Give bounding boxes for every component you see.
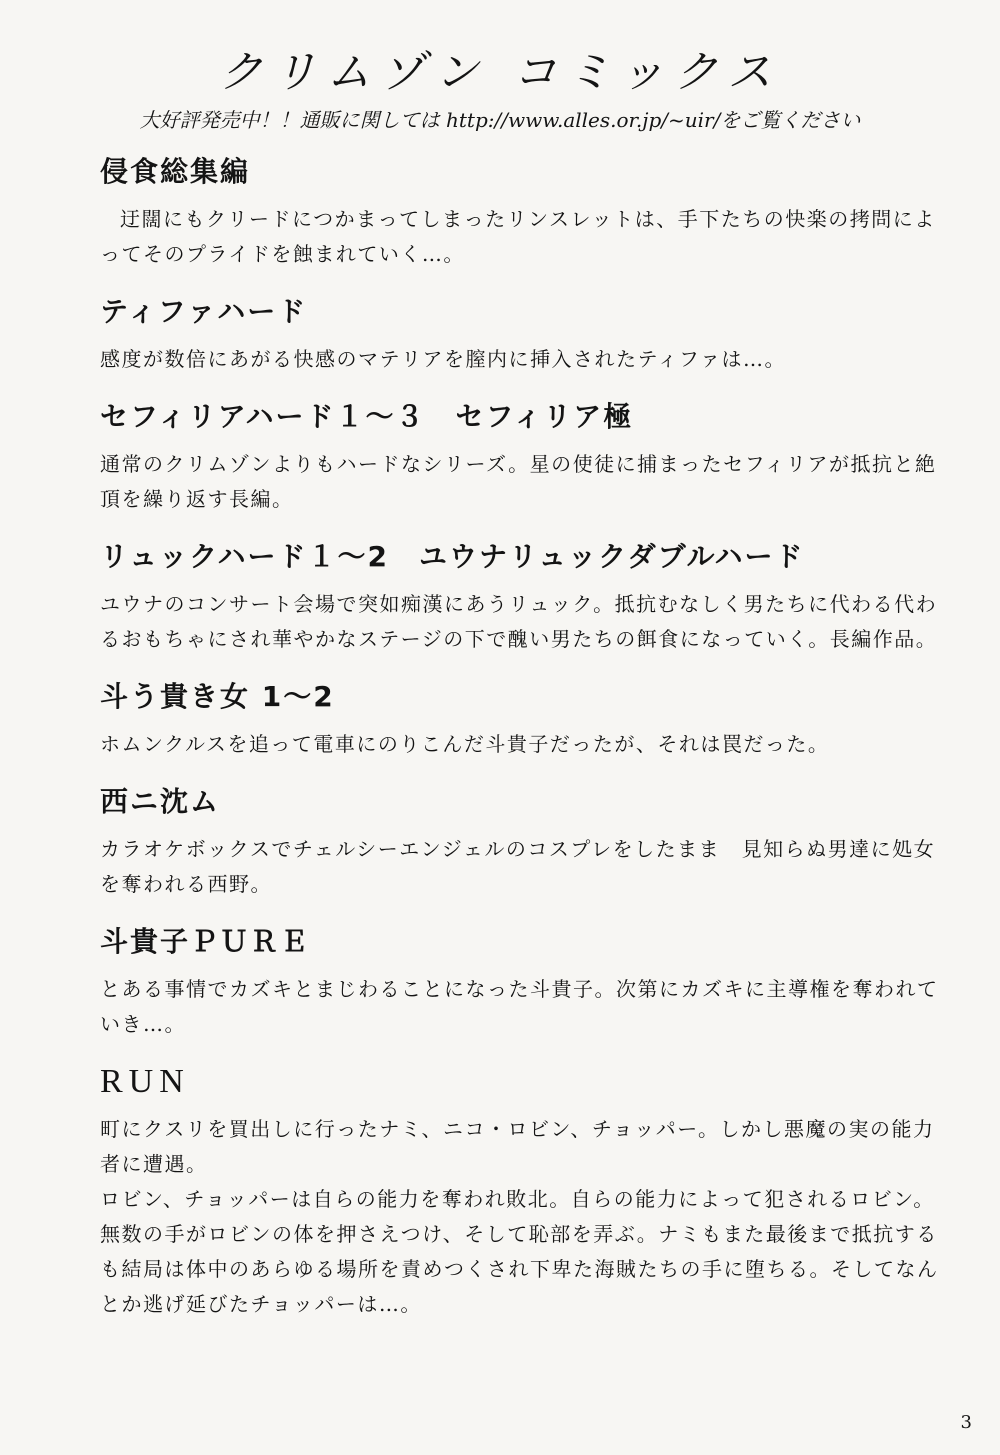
- comic-list: [100, 152, 940, 1342]
- entry-title: RUN: [100, 1063, 190, 1100]
- entry-rikku-hard: [100, 537, 940, 657]
- entry-title: 斗う貴き女 1～2: [100, 680, 335, 713]
- entry-description: とある事情でカズキとまじわることになった斗貴子。次第にカズキに主導権を奪われていき…。: [100, 977, 939, 1036]
- entry-run: [100, 1062, 940, 1322]
- page-number: 3: [960, 1412, 972, 1433]
- entry-tokiko-pure: [100, 922, 940, 1042]
- entry-title: 斗貴子ＰＵＲＥ: [100, 925, 311, 958]
- entry-description: 感度が数倍にあがる快感のマテリアを膣内に挿入されたティファは…。: [100, 347, 786, 371]
- page-title: クリムゾン コミックス: [218, 47, 782, 98]
- entry-title: 西ニ沈ム: [100, 785, 221, 818]
- entry-description-line: ロビン、チョッパーは自らの能力を奪われ敗北。自らの能力によって犯されるロビン。無数の手がロビンの体を押さえつけ、そして恥部を弄ぶ。ナミもまた最後まで抵抗するも結局は体中のあらゆる場所を責めつくされ下卑た海賊たちの手に堕ちる。そしてなんとか逃げ延びたチョッパーは…。: [100, 1187, 939, 1316]
- entry-description: 通常のクリムゾンよりもハードなシリーズ。星の使徒に捕まったセフィリアが抵抗と絶頂を繰り返す長編。: [100, 452, 937, 511]
- entry-title: セフィリアハード１～３ セフィリア極: [100, 400, 634, 433]
- entry-title: 侵食総集編: [100, 155, 251, 188]
- entry-description: カラオケボックスでチェルシーエンジェルのコスプレをしたまま 見知らぬ男達に処女を奪われる西野。: [100, 837, 936, 896]
- entry-title: ティファハード: [100, 295, 308, 328]
- page-subtitle: 大好評発売中！！通販に関しては http://www.alles.or.jp/~uir/をご覧ください: [139, 108, 861, 132]
- entry-tatakau-toutoki-onna: [100, 677, 940, 762]
- entry-tifa-hard: [100, 292, 940, 377]
- entry-description: ホムンクルスを追って電車にのりこんだ斗貴子だったが、それは罠だった。: [100, 732, 830, 756]
- entry-description-line: 町にクスリを買出しに行ったナミ、ニコ・ロビン、チョッパー。しかし悪魔の実の能力者に遭遇。: [100, 1117, 935, 1176]
- entry-sephiria-hard: [100, 397, 940, 517]
- entry-description: ユウナのコンサート会場で突如痴漢にあうリュック。抵抗むなしく男たちに代わる代わるおもちゃにされ華やかなステージの下で醜い男たちの餌食になっていく。長編作品。: [100, 592, 938, 651]
- entry-title: リュックハード１～2 ユウナリュックダブルハード: [100, 540, 805, 573]
- entry-shinshoku: [100, 152, 940, 272]
- entry-nishi-ni-shizumu: [100, 782, 940, 902]
- entry-description: 迂闊にもクリードにつかまってしまったリンスレットは、手下たちの快楽の拷問によってそのプライドを蝕まれていく…。: [100, 207, 936, 266]
